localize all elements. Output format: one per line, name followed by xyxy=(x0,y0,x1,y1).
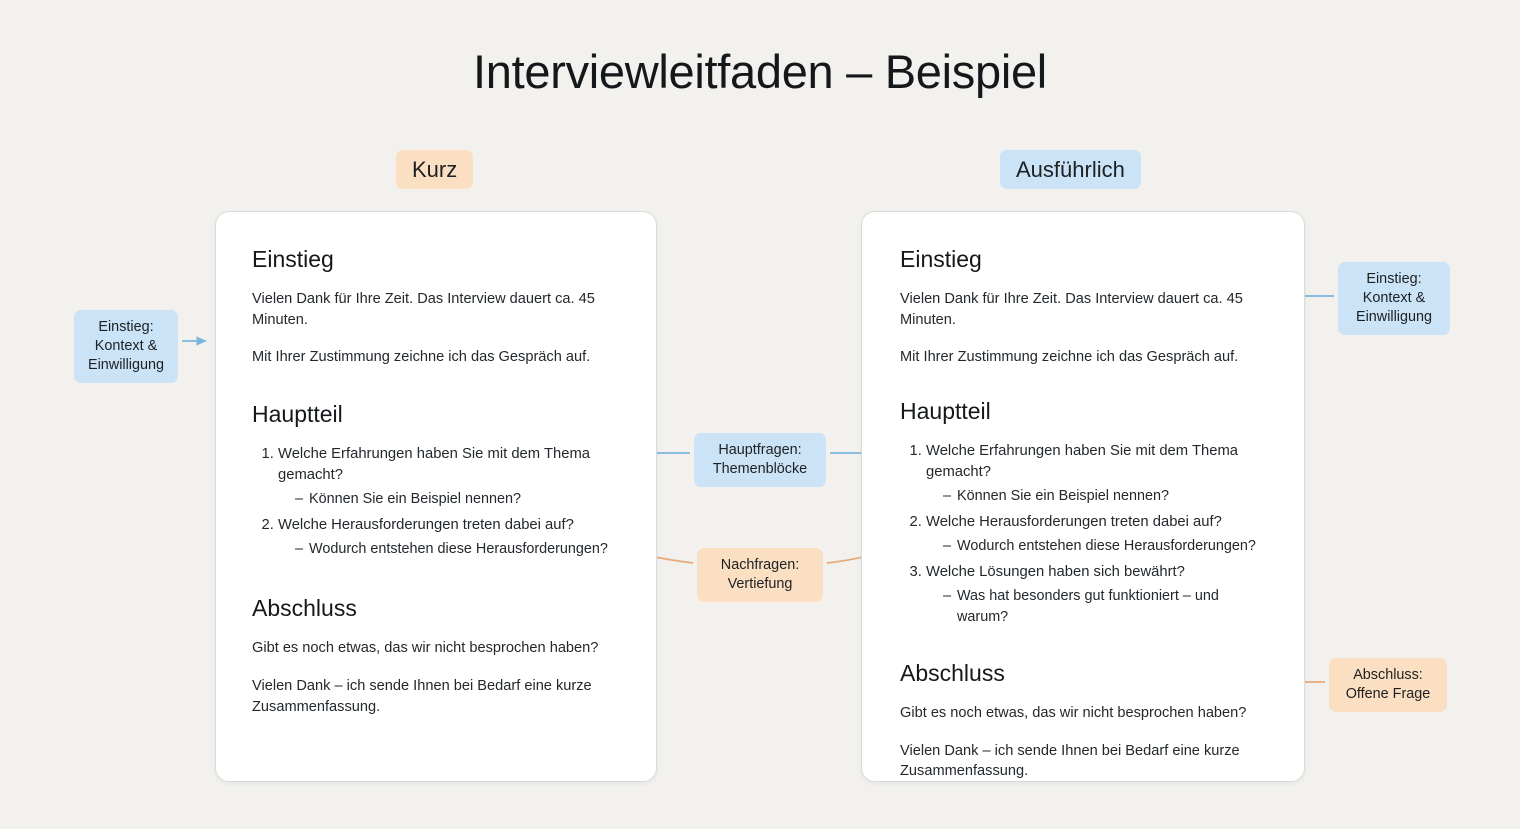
right-hauptteil-heading: Hauptteil xyxy=(900,398,991,425)
card-ausfuehrlich xyxy=(861,211,1305,782)
right-abschluss-paragraph-2: Vielen Dank – ich sende Ihnen bei Bedarf eine kurze Zusammenfassung. xyxy=(900,742,1240,780)
page-title: Interviewleitfaden – Beispiel xyxy=(473,45,1047,98)
annotation-abschluss: Abschluss: Offene Frage xyxy=(1329,658,1447,712)
right-einstieg-heading: Einstieg xyxy=(900,246,982,272)
left-question-list xyxy=(252,444,620,559)
right-einstieg-paragraph-1: Vielen Dank für Ihre Zeit. Das Interview dauert ca. 45 Minuten. xyxy=(900,291,1243,328)
list-item: – Können Sie ein Beispiel nennen? xyxy=(943,486,1266,506)
left-followup-list-1 xyxy=(278,489,620,509)
annotation-einstieg-right: Einstieg: Kontext & Einwilligung xyxy=(1338,262,1450,335)
question-text: Welche Erfahrungen haben Sie mit dem Thema gemacht? xyxy=(278,446,591,484)
left-einstieg-heading: Einstieg xyxy=(252,246,334,272)
right-abschluss-paragraph-1: Gibt es noch etwas, das wir nicht besprochen haben? xyxy=(900,704,1247,721)
right-question-list xyxy=(900,441,1266,627)
left-abschluss-paragraph-1: Gibt es noch etwas, das wir nicht besprochen haben? xyxy=(252,640,599,657)
list-item xyxy=(926,441,1266,506)
left-followup-list-2 xyxy=(278,539,620,559)
left-einstieg-paragraph-1: Vielen Dank für Ihre Zeit. Das Interview dauert ca. 45 Minuten. xyxy=(252,291,595,328)
question-text: Welche Lösungen haben sich bewährt? xyxy=(926,564,1185,581)
right-followup-list-3 xyxy=(926,586,1266,626)
list-item: – Wodurch entstehen diese Herausforderungen? xyxy=(943,536,1266,556)
left-hauptteil-heading: Hauptteil xyxy=(252,401,343,428)
left-einstieg-paragraph-2: Mit Ihrer Zustimmung zeichne ich das Gespräch auf. xyxy=(252,349,591,366)
list-item xyxy=(278,515,620,559)
right-followup-list-1 xyxy=(926,486,1266,506)
question-text: Welche Erfahrungen haben Sie mit dem Thema gemacht? xyxy=(926,443,1239,481)
list-item: – Wodurch entstehen diese Herausforderungen? xyxy=(295,539,620,559)
list-item xyxy=(278,444,620,509)
question-text: Welche Herausforderungen treten dabei auf? xyxy=(926,514,1222,531)
question-text: Welche Herausforderungen treten dabei auf? xyxy=(278,517,574,534)
annotation-hauptfragen: Hauptfragen: Themenblöcke xyxy=(694,433,826,487)
column-badge-kurz: Kurz xyxy=(396,150,473,189)
list-item xyxy=(926,512,1266,556)
list-item xyxy=(926,562,1266,626)
right-followup-list-2 xyxy=(926,536,1266,556)
list-item: – Was hat besonders gut funktioniert – und warum? xyxy=(943,586,1266,626)
list-item: – Können Sie ein Beispiel nennen? xyxy=(295,489,620,509)
annotation-nachfragen: Nachfragen: Vertiefung xyxy=(697,548,823,602)
right-einstieg-paragraph-2: Mit Ihrer Zustimmung zeichne ich das Gespräch auf. xyxy=(900,349,1239,366)
left-abschluss-heading: Abschluss xyxy=(252,595,357,622)
card-kurz xyxy=(215,211,657,782)
right-abschluss-heading: Abschluss xyxy=(900,659,1005,686)
left-abschluss-paragraph-2: Vielen Dank – ich sende Ihnen bei Bedarf eine kurze Zusammenfassung. xyxy=(252,678,592,715)
column-badge-ausfuehrlich: Ausführlich xyxy=(1000,150,1141,189)
annotation-einstieg-left: Einstieg: Kontext & Einwilligung xyxy=(74,310,178,383)
